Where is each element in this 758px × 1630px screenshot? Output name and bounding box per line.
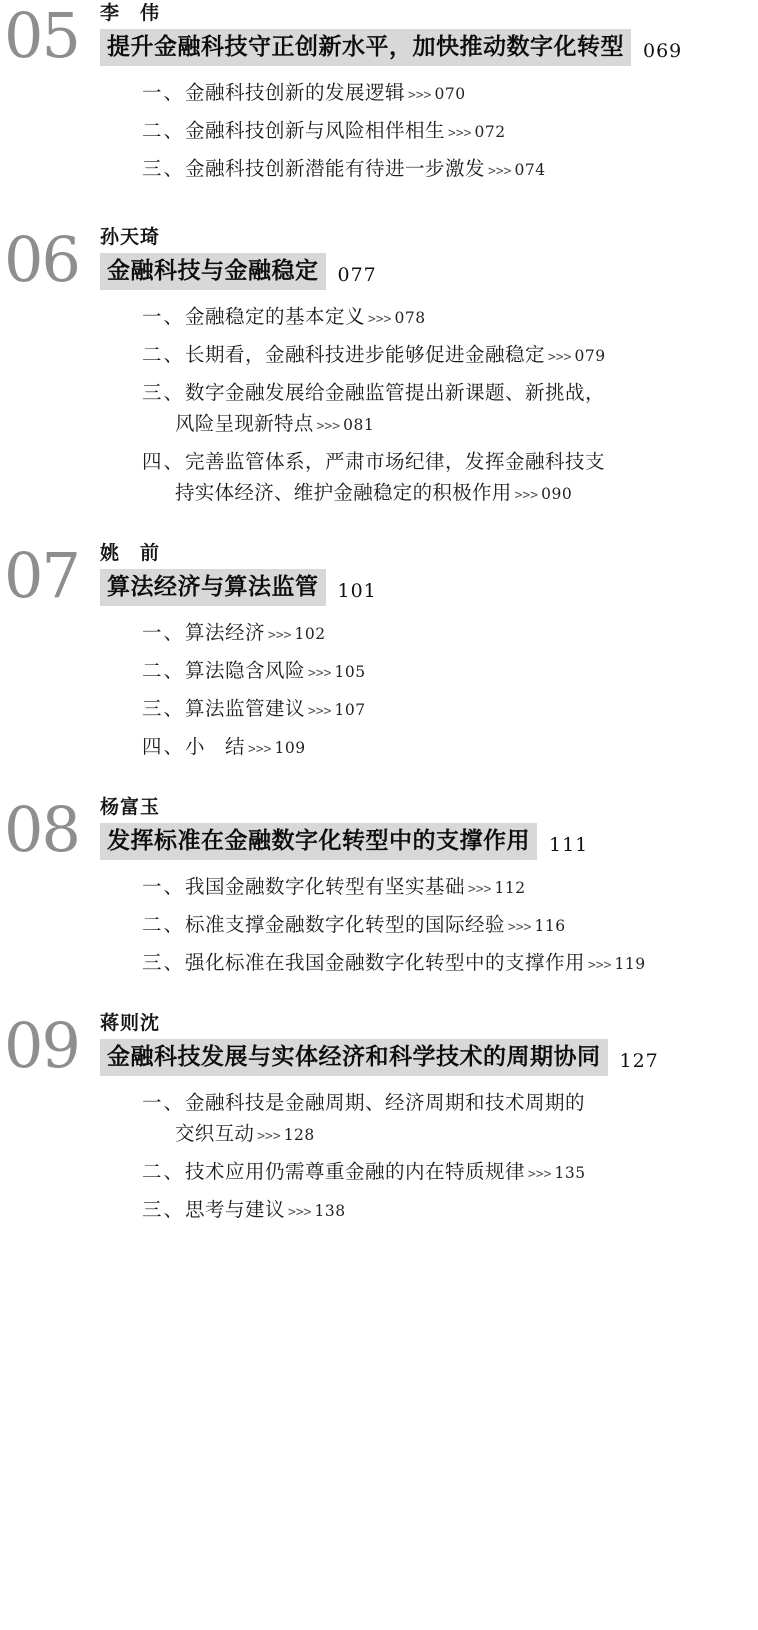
section-text: 算法监管建议 xyxy=(185,697,306,720)
list-item[interactable] xyxy=(142,1193,758,1229)
leader-dots: >>> xyxy=(548,350,572,365)
section-text: 金融稳定的基本定义 xyxy=(185,305,366,328)
spacer xyxy=(0,194,758,224)
section-page: 070 xyxy=(434,85,466,103)
section-page: 105 xyxy=(334,663,366,681)
entry-author: 蒋则沈 xyxy=(100,1012,161,1034)
section-marker: 二、 xyxy=(142,913,186,936)
list-item[interactable] xyxy=(142,1086,758,1153)
section-marker: 四、 xyxy=(142,735,186,758)
section-text-continued xyxy=(142,407,758,443)
leader-dots: >>> xyxy=(288,1205,312,1220)
section-text: 算法经济 xyxy=(185,621,266,644)
list-item[interactable] xyxy=(142,300,758,336)
leader-dots: >>> xyxy=(308,666,332,681)
toc-entry[interactable] xyxy=(0,794,758,982)
entry-title-line xyxy=(100,29,758,66)
section-text: 长期看，金融科技进步能够促进金融稳定 xyxy=(185,343,546,366)
toc-entry[interactable] xyxy=(0,1010,758,1229)
entry-page-number: 069 xyxy=(643,40,683,62)
section-text: 金融科技是金融周期、经济周期和技术周期的 xyxy=(185,1091,586,1114)
section-page: 081 xyxy=(343,416,375,434)
section-page: 078 xyxy=(394,309,426,327)
entry-page-number: 111 xyxy=(549,834,589,856)
section-marker: 二、 xyxy=(142,119,186,142)
section-page: 074 xyxy=(514,161,546,179)
section-text-line2: 交织互动 xyxy=(175,1122,255,1145)
section-text: 技术应用仍需尊重金融的内在特质规律 xyxy=(185,1160,526,1183)
entry-section-list xyxy=(100,1086,758,1229)
list-item[interactable] xyxy=(142,692,758,728)
entry-title-line xyxy=(100,253,758,290)
entry-page-number: 101 xyxy=(337,580,377,602)
section-page: 138 xyxy=(314,1202,346,1220)
leader-dots: >>> xyxy=(488,164,512,179)
spacer xyxy=(0,988,758,1010)
section-text: 算法隐含风险 xyxy=(185,659,306,682)
entry-page-number: 077 xyxy=(337,264,377,286)
section-page: 107 xyxy=(334,701,366,719)
entry-title[interactable]: 金融科技发展与实体经济和科学技术的周期协同 xyxy=(100,1039,608,1076)
section-marker: 二、 xyxy=(142,1160,186,1183)
section-marker: 一、 xyxy=(142,875,186,898)
leader-dots: >>> xyxy=(514,488,539,503)
list-item[interactable] xyxy=(142,1155,758,1191)
section-page: 102 xyxy=(294,625,326,643)
list-item[interactable] xyxy=(142,445,758,512)
section-text: 金融科技创新的发展逻辑 xyxy=(185,81,406,104)
leader-dots: >>> xyxy=(508,920,532,935)
section-marker: 三、 xyxy=(142,1198,186,1221)
section-page: 079 xyxy=(574,347,606,365)
entry-section-list xyxy=(100,76,758,188)
toc-entry[interactable] xyxy=(0,0,758,188)
toc-entry[interactable] xyxy=(0,224,758,512)
entry-section-list xyxy=(100,870,758,982)
entry-author: 李 伟 xyxy=(100,2,161,24)
leader-dots: >>> xyxy=(257,1129,281,1144)
section-marker: 一、 xyxy=(142,621,186,644)
entry-section-list xyxy=(100,616,758,766)
leader-dots: >>> xyxy=(268,628,292,643)
entry-title[interactable]: 金融科技与金融稳定 xyxy=(100,253,326,290)
leader-dots: >>> xyxy=(408,88,432,103)
section-marker: 三、 xyxy=(142,951,186,974)
list-item[interactable] xyxy=(142,730,758,766)
spacer xyxy=(0,518,758,540)
section-text: 金融科技创新与风险相伴相生 xyxy=(185,119,446,142)
entry-author: 孙天琦 xyxy=(100,226,161,248)
entry-title-line xyxy=(100,823,758,860)
entry-author: 杨富玉 xyxy=(100,796,161,818)
list-item[interactable] xyxy=(142,338,758,374)
entry-number: 05 xyxy=(4,0,79,72)
entry-author: 姚 前 xyxy=(100,542,161,564)
entry-title[interactable]: 发挥标准在金融数字化转型中的支撑作用 xyxy=(100,823,537,860)
leader-dots: >>> xyxy=(248,742,272,757)
section-text: 标准支撑金融数字化转型的国际经验 xyxy=(185,913,506,936)
entry-title[interactable]: 算法经济与算法监管 xyxy=(100,569,326,606)
list-item[interactable] xyxy=(142,76,758,112)
list-item[interactable] xyxy=(142,654,758,690)
entry-page-number: 127 xyxy=(619,1050,659,1072)
section-text-continued xyxy=(142,476,758,512)
section-text: 数字金融发展给金融监管提出新课题、新挑战， xyxy=(185,381,606,404)
leader-dots: >>> xyxy=(588,958,612,973)
entry-title-line xyxy=(100,569,758,606)
entry-number: 06 xyxy=(4,223,79,296)
section-page: 109 xyxy=(274,739,306,757)
section-text: 强化标准在我国金融数字化转型中的支撑作用 xyxy=(185,951,586,974)
list-item[interactable] xyxy=(142,152,758,188)
section-text: 思考与建议 xyxy=(185,1198,286,1221)
section-marker: 二、 xyxy=(142,343,186,366)
section-page: 135 xyxy=(554,1164,586,1182)
list-item[interactable] xyxy=(142,376,758,443)
section-text: 完善监管体系，严肃市场纪律，发挥金融科技支 xyxy=(185,450,606,473)
entry-section-list xyxy=(100,300,758,512)
section-marker: 一、 xyxy=(142,305,186,328)
section-text-continued xyxy=(142,1117,758,1153)
leader-dots: >>> xyxy=(308,704,332,719)
section-marker: 三、 xyxy=(142,381,186,404)
section-page: 119 xyxy=(614,955,646,973)
leader-dots: >>> xyxy=(528,1167,552,1182)
leader-dots: >>> xyxy=(368,312,392,327)
section-page: 072 xyxy=(474,123,506,141)
section-page: 090 xyxy=(541,485,573,503)
section-marker: 三、 xyxy=(142,157,186,180)
leader-dots: >>> xyxy=(468,882,492,897)
section-text-line2: 风险呈现新特点 xyxy=(175,412,314,435)
leader-dots: >>> xyxy=(316,419,341,434)
section-marker: 三、 xyxy=(142,697,186,720)
section-marker: 一、 xyxy=(142,81,186,104)
entry-title[interactable]: 提升金融科技守正创新水平，加快推动数字化转型 xyxy=(100,29,631,66)
section-text: 金融科技创新潜能有待进一步激发 xyxy=(185,157,486,180)
section-marker: 一、 xyxy=(142,1091,186,1114)
section-page: 116 xyxy=(534,917,566,935)
section-page: 112 xyxy=(494,879,526,897)
toc-entry[interactable] xyxy=(0,540,758,766)
section-marker: 二、 xyxy=(142,659,186,682)
list-item[interactable] xyxy=(142,114,758,150)
section-text: 我国金融数字化转型有坚实基础 xyxy=(185,875,466,898)
entry-number: 08 xyxy=(4,793,79,866)
entry-number: 07 xyxy=(4,539,79,612)
entry-number: 09 xyxy=(4,1009,79,1082)
leader-dots: >>> xyxy=(448,126,472,141)
list-item[interactable] xyxy=(142,908,758,944)
section-text-line2: 持实体经济、维护金融稳定的积极作用 xyxy=(175,481,512,504)
list-item[interactable] xyxy=(142,870,758,906)
section-page: 128 xyxy=(283,1126,315,1144)
section-text: 小 结 xyxy=(185,735,246,758)
spacer xyxy=(0,772,758,794)
list-item[interactable] xyxy=(142,946,758,982)
section-marker: 四、 xyxy=(142,450,186,473)
entry-title-line xyxy=(100,1039,758,1076)
list-item[interactable] xyxy=(142,616,758,652)
